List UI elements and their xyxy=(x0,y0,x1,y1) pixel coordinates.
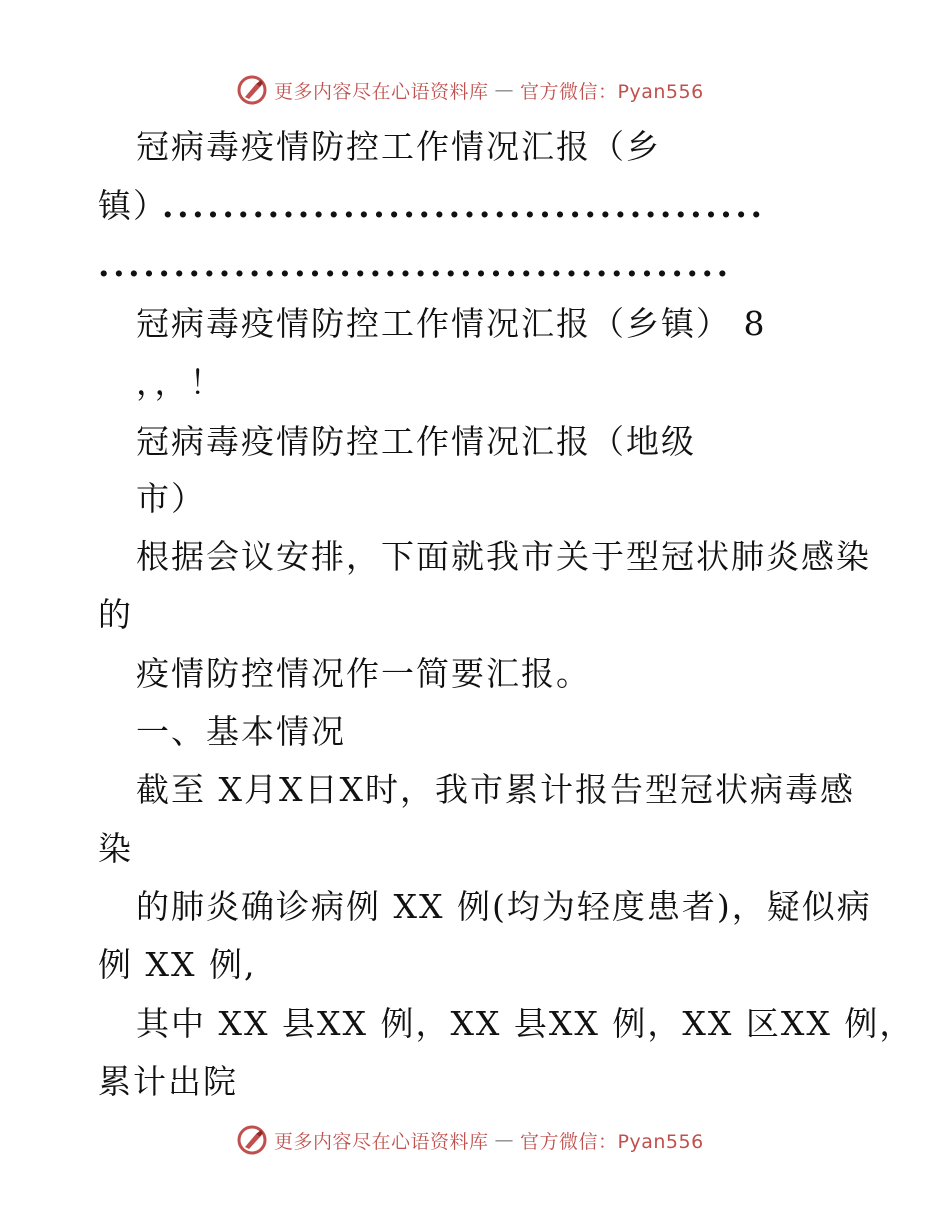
toc-entry-1-line-2: 镇） xyxy=(98,186,168,225)
paragraph-line-3: 的肺炎确诊病例 XX 例(均为轻度患者)，疑似病 xyxy=(136,887,872,926)
paragraph-line-2: 染 xyxy=(98,829,133,868)
watermark-contact: 官方微信：Pyan556 xyxy=(520,1130,704,1153)
watermark-text: 更多内容尽在心语资料库 xyxy=(274,1130,489,1153)
pen-nib-logo-icon xyxy=(236,74,268,106)
toc-entry-2: 冠病毒疫情防控工作情况汇报（乡镇） 8 xyxy=(136,304,767,343)
footer-watermark xyxy=(236,1123,704,1157)
pen-nib-logo-icon xyxy=(236,1124,268,1156)
paragraph-line-4: 例 XX 例, xyxy=(98,945,257,984)
toc-leader-dots-1: ........................................ xyxy=(162,186,766,225)
intro-line-2: 的 xyxy=(98,595,133,634)
paragraph-line-1: 截至 X月X日X时，我市累计报告型冠状病毒感 xyxy=(136,770,855,809)
document-title-line-2: 市） xyxy=(136,479,206,518)
section-heading: 一、基本情况 xyxy=(136,712,346,751)
punctuation-line: ，，！ xyxy=(136,363,225,402)
paragraph-line-5: 其中 XX 县XX 例，XX 县XX 例，XX 区XX 例， xyxy=(136,1004,915,1043)
header-watermark xyxy=(236,73,704,107)
watermark-contact: 官方微信：Pyan556 xyxy=(520,80,704,103)
toc-leader-dots-2: .......................................... xyxy=(98,245,732,284)
intro-line-3: 疫情防控情况作一简要汇报。 xyxy=(136,654,591,693)
watermark-separator: — xyxy=(494,79,515,101)
document-title-line-1: 冠病毒疫情防控工作情况汇报（地级 xyxy=(136,422,696,461)
paragraph-line-6: 累计出院 xyxy=(98,1062,238,1101)
toc-entry-1-line-1: 冠病毒疫情防控工作情况汇报（乡 xyxy=(136,127,661,166)
intro-line-1: 根据会议安排，下面就我市关于型冠状肺炎感染 xyxy=(136,537,871,576)
watermark-separator: — xyxy=(494,1129,515,1151)
watermark-text: 更多内容尽在心语资料库 xyxy=(274,80,489,103)
